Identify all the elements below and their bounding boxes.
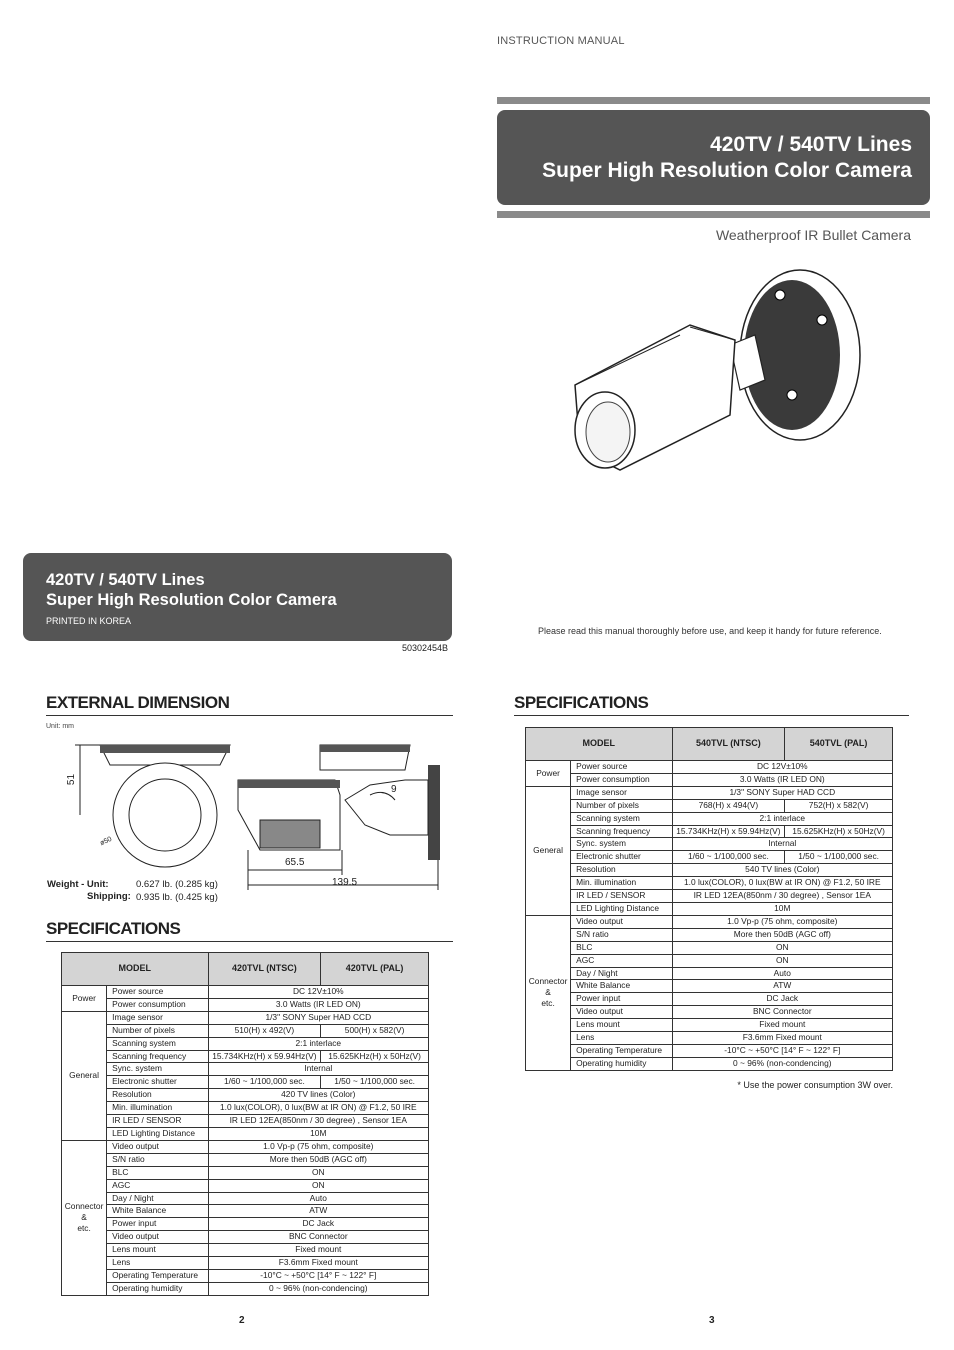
spec-value: Auto: [672, 967, 892, 980]
spec-label: Number of pixels: [107, 1024, 208, 1037]
spec-value: BNC Connector: [208, 1231, 428, 1244]
table-row: [526, 928, 893, 941]
table-row: [526, 890, 893, 903]
table-row: [526, 825, 893, 838]
spec-label: IR LED / SENSOR: [571, 890, 672, 903]
table-row: [526, 1006, 893, 1019]
spec-value: DC 12V±10%: [208, 986, 428, 999]
dim-angle: 9: [391, 784, 397, 795]
cover-title-line1: 420TV / 540TV Lines: [710, 133, 912, 156]
table-row: [62, 1063, 429, 1076]
spec-value: 420 TV lines (Color): [208, 1089, 428, 1102]
table-row: [526, 967, 893, 980]
spec-label: Video output: [107, 1140, 208, 1153]
shipping-label: Shipping:: [87, 891, 131, 902]
table-row: [62, 1102, 429, 1115]
spec-label: Image sensor: [107, 1011, 208, 1024]
group-connector-line1: Connector: [64, 1201, 104, 1212]
table-row: [62, 1179, 429, 1192]
table-row: [526, 838, 893, 851]
spec-value: 1/3" SONY Super HAD CCD: [208, 1011, 428, 1024]
table-row: [526, 915, 893, 928]
spec-value: More then 50dB (AGC off): [672, 928, 892, 941]
page3-spec-table: [525, 727, 893, 1071]
spec-value: 1.0 lux(COLOR), 0 lux(BW at IR ON) @ F1.2, 50 IRE: [208, 1102, 428, 1115]
spec-label: Sync. system: [571, 838, 672, 851]
spec-value-col1: 768(H) x 494(V): [672, 799, 785, 812]
table-row: [526, 851, 893, 864]
spec-label: Power source: [107, 986, 208, 999]
cover-title-line2: Super High Resolution Color Camera: [542, 159, 912, 182]
spec-label: Operating Temperature: [107, 1269, 208, 1282]
table-row: [62, 1127, 429, 1140]
spec-label: Operating humidity: [571, 1057, 672, 1070]
page2-spec-title: SPECIFICATIONS: [46, 919, 453, 942]
dim-diameter: ø50: [99, 835, 113, 848]
spec-label: Video output: [571, 1006, 672, 1019]
spec-value: -10°C ~ +50°C [14° F ~ 122° F]: [672, 1044, 892, 1057]
instruction-manual-label: INSTRUCTION MANUAL: [497, 35, 625, 47]
spec-label: Power consumption: [571, 773, 672, 786]
spec-label: Scanning frequency: [107, 1050, 208, 1063]
table-row: [62, 1140, 429, 1153]
spec-value: 1.0 Vp-p (75 ohm, composite): [208, 1140, 428, 1153]
spec-label: Min. illumination: [107, 1102, 208, 1115]
model-col2-header: 540TVL (PAL): [785, 728, 893, 761]
spec-value: ATW: [672, 980, 892, 993]
spec-label: Power source: [571, 761, 672, 774]
spec-value-col2: 15.625KHz(H) x 50Hz(V): [785, 825, 893, 838]
model-header: MODEL: [62, 953, 209, 986]
table-row: [62, 1076, 429, 1089]
spec-value: 1.0 Vp-p (75 ohm, composite): [672, 915, 892, 928]
spec-label: LED Lighting Distance: [571, 902, 672, 915]
table-row: [62, 1192, 429, 1205]
spec-value: DC 12V±10%: [672, 761, 892, 774]
spec-label: Sync. system: [107, 1063, 208, 1076]
table-row: [62, 1050, 429, 1063]
table-row: [62, 986, 429, 999]
weight-label: Weight - Unit:: [47, 879, 109, 890]
table-row: [526, 980, 893, 993]
spec-value: 2:1 interlace: [208, 1037, 428, 1050]
table-row: [62, 1166, 429, 1179]
spec-label: Lens: [571, 1032, 672, 1045]
spec-label: Resolution: [571, 864, 672, 877]
group-connector-line1: Connector: [528, 976, 568, 987]
spec-value: ON: [208, 1166, 428, 1179]
spec-label: BLC: [571, 941, 672, 954]
unit-label: Unit: mm: [46, 723, 74, 730]
spec-value: IR LED 12EA(850nm / 30 degree) , Sensor 1EA: [208, 1115, 428, 1128]
table-row: [62, 998, 429, 1011]
table-row: [62, 1089, 429, 1102]
spec-label: Scanning system: [107, 1037, 208, 1050]
spec-value: 1/3" SONY Super HAD CCD: [672, 786, 892, 799]
table-row: [526, 773, 893, 786]
group-power: Power: [526, 761, 571, 787]
group-connector-line2: &: [81, 1212, 87, 1223]
spec-label: AGC: [107, 1179, 208, 1192]
table-row: [526, 993, 893, 1006]
table-row: [62, 1244, 429, 1257]
spec-value: 1.0 lux(COLOR), 0 lux(BW at IR ON) @ F1.2, 50 IRE: [672, 877, 892, 890]
spec-value: 0 ~ 96% (non-condencing): [672, 1057, 892, 1070]
spec-value-col1: 510(H) x 492(V): [208, 1024, 321, 1037]
spec-value-col1: 15.734KHz(H) x 59.94Hz(V): [672, 825, 785, 838]
spec-value: Internal: [208, 1063, 428, 1076]
spec-label: Power input: [571, 993, 672, 1006]
power-footnote: * Use the power consumption 3W over.: [737, 1080, 893, 1090]
spec-value: 2:1 interlace: [672, 812, 892, 825]
spec-label: Number of pixels: [571, 799, 672, 812]
spec-label: BLC: [107, 1166, 208, 1179]
spec-label: Day / Night: [107, 1192, 208, 1205]
spec-label: Image sensor: [571, 786, 672, 799]
cover-bottom-rule: [497, 211, 930, 218]
group-connector: [62, 1140, 107, 1295]
group-connector-line2: &: [545, 987, 551, 998]
spec-value: 3.0 Watts (IR LED ON): [208, 998, 428, 1011]
group-connector-line3: etc.: [541, 998, 555, 1009]
spec-label: IR LED / SENSOR: [107, 1115, 208, 1128]
shipping-value: 0.935 lb. (0.425 kg): [136, 892, 218, 903]
model-header: MODEL: [526, 728, 673, 761]
model-col2-header: 420TVL (PAL): [321, 953, 429, 986]
dim-length-a: 65.5: [285, 857, 305, 868]
spec-value: 0 ~ 96% (non-condencing): [208, 1282, 428, 1295]
spec-label: Lens: [107, 1257, 208, 1270]
table-row: [526, 941, 893, 954]
spec-value-col1: 1/60 ~ 1/100,000 sec.: [208, 1076, 321, 1089]
spec-value-col2: 752(H) x 582(V): [785, 799, 893, 812]
table-row: [526, 1019, 893, 1032]
spec-label: S/N ratio: [571, 928, 672, 941]
spec-value: F3.6mm Fixed mount: [672, 1032, 892, 1045]
spec-value-col2: 1/50 ~ 1/100,000 sec.: [785, 851, 893, 864]
spec-label: White Balance: [571, 980, 672, 993]
dim-length-b: 139.5: [332, 877, 358, 888]
spec-label: Electronic shutter: [571, 851, 672, 864]
table-row: [526, 1044, 893, 1057]
table-row: [62, 1153, 429, 1166]
spec-value: 540 TV lines (Color): [672, 864, 892, 877]
spec-value: 10M: [208, 1127, 428, 1140]
table-row: [526, 761, 893, 774]
spec-value: -10°C ~ +50°C [14° F ~ 122° F]: [208, 1269, 428, 1282]
table-row: [62, 1257, 429, 1270]
spec-label: S/N ratio: [107, 1153, 208, 1166]
document-code: 50302454B: [402, 643, 449, 653]
table-row: [62, 1115, 429, 1128]
spec-value: ATW: [208, 1205, 428, 1218]
table-row: [526, 1057, 893, 1070]
spec-value-col1: 1/60 ~ 1/100,000 sec.: [672, 851, 785, 864]
table-row: [62, 1011, 429, 1024]
cover-title-box: [497, 110, 930, 205]
back-title-line1: 420TV / 540TV Lines: [46, 571, 205, 589]
spec-value-col2: 500(H) x 582(V): [321, 1024, 429, 1037]
group-connector: [526, 915, 571, 1070]
table-row: [62, 1024, 429, 1037]
spec-label: Power input: [107, 1218, 208, 1231]
page-number-2: 2: [239, 1315, 245, 1326]
spec-label: Scanning frequency: [571, 825, 672, 838]
table-row: [526, 877, 893, 890]
printed-in-label: PRINTED IN KOREA: [46, 616, 132, 626]
spec-label: AGC: [571, 954, 672, 967]
spec-label: Min. illumination: [571, 877, 672, 890]
cover-subtitle: Weatherproof IR Bullet Camera: [715, 227, 911, 243]
spec-value: Internal: [672, 838, 892, 851]
table-row: [62, 1231, 429, 1244]
back-cover-title-box: [23, 553, 452, 641]
group-general: General: [62, 1011, 107, 1140]
spec-value: Fixed mount: [208, 1244, 428, 1257]
spec-value: Fixed mount: [672, 1019, 892, 1032]
table-row: [526, 812, 893, 825]
group-connector-line3: etc.: [77, 1223, 91, 1234]
spec-label: White Balance: [107, 1205, 208, 1218]
spec-label: Operating humidity: [107, 1282, 208, 1295]
spec-value: Auto: [208, 1192, 428, 1205]
camera-illustration: [560, 265, 865, 480]
spec-label: Operating Temperature: [571, 1044, 672, 1057]
external-dimension-title: EXTERNAL DIMENSION: [46, 693, 453, 716]
spec-label: Video output: [571, 915, 672, 928]
spec-value: ON: [672, 941, 892, 954]
spec-value: ON: [672, 954, 892, 967]
spec-value: DC Jack: [672, 993, 892, 1006]
table-row: [526, 1032, 893, 1045]
spec-value-col2: 1/50 ~ 1/100,000 sec.: [321, 1076, 429, 1089]
table-row: [526, 954, 893, 967]
dim-height: 51: [66, 773, 78, 786]
dimension-drawing: [60, 740, 450, 890]
spec-value: More then 50dB (AGC off): [208, 1153, 428, 1166]
weight-value: 0.627 lb. (0.285 kg): [136, 879, 218, 890]
spec-label: Day / Night: [571, 967, 672, 980]
spec-label: Resolution: [107, 1089, 208, 1102]
group-power: Power: [62, 986, 107, 1012]
table-row: [526, 799, 893, 812]
spec-value: F3.6mm Fixed mount: [208, 1257, 428, 1270]
page-number-3: 3: [709, 1315, 715, 1326]
spec-label: Lens mount: [571, 1019, 672, 1032]
table-row: [62, 1269, 429, 1282]
page2-spec-table: [61, 952, 429, 1296]
spec-value: 10M: [672, 902, 892, 915]
spec-label: Video output: [107, 1231, 208, 1244]
spec-label: Power consumption: [107, 998, 208, 1011]
table-row: [526, 902, 893, 915]
table-row: [62, 1218, 429, 1231]
back-title-line2: Super High Resolution Color Camera: [46, 591, 337, 609]
spec-label: LED Lighting Distance: [107, 1127, 208, 1140]
group-general: General: [526, 786, 571, 915]
spec-value: 3.0 Watts (IR LED ON): [672, 773, 892, 786]
spec-value: IR LED 12EA(850nm / 30 degree) , Sensor 1EA: [672, 890, 892, 903]
spec-label: Lens mount: [107, 1244, 208, 1257]
cover-top-rule: [497, 97, 930, 104]
table-row: [62, 1037, 429, 1050]
model-col1-header: 420TVL (NTSC): [208, 953, 321, 986]
table-row: [62, 1205, 429, 1218]
spec-value: DC Jack: [208, 1218, 428, 1231]
spec-value-col1: 15.734KHz(H) x 59.94Hz(V): [208, 1050, 321, 1063]
table-row: [526, 864, 893, 877]
table-row: [62, 1282, 429, 1295]
spec-label: Electronic shutter: [107, 1076, 208, 1089]
spec-value: ON: [208, 1179, 428, 1192]
spec-value: BNC Connector: [672, 1006, 892, 1019]
spec-label: Scanning system: [571, 812, 672, 825]
table-row: [526, 786, 893, 799]
spec-value-col2: 15.625KHz(H) x 50Hz(V): [321, 1050, 429, 1063]
page3-spec-title: SPECIFICATIONS: [514, 693, 909, 716]
cover-notice: Please read this manual thoroughly before use, and keep it handy for future reference.: [538, 626, 882, 636]
model-col1-header: 540TVL (NTSC): [672, 728, 785, 761]
